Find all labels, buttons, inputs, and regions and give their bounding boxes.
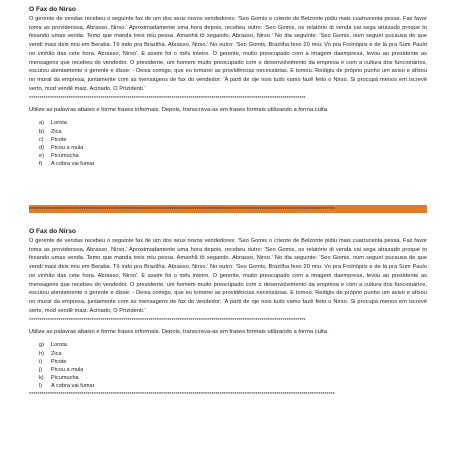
- page-break-band: [29, 205, 427, 213]
- list-item: e) Picumucha: [39, 153, 79, 160]
- exercise-instruction: Utilize as palavras abaixo e forme frases informais. Depois, transcreva-as em frases formais utilizando a forma culta.: [29, 329, 329, 336]
- exercise-instruction: Utilize as palavras abaixo e forme frases informais. Depois, transcreva-as em frases formais utilizando a forma culta.: [29, 107, 329, 114]
- list-item: k) Picumucha: [39, 375, 79, 382]
- list-item: f) A cobra vai fumar: [39, 161, 95, 168]
- exercise-section-1: [29, 6, 427, 169]
- asterisk-separator: **************************************************************************************************************************************************: [29, 207, 335, 213]
- story-paragraph: O gerente de vendas recebeu o seguinte fax de um dos seus novos vendedores: 'Seo Gomis o criente de Belzonte pidiu mais cuatrucenta pessa. Faz favor toma as providenssa, Abrasso, Nirso.' Aproximadamente uma hora depois, recebeu outro: 'Seo Gomis, os relatório di venda vai sega atrazado proque to fexando umas venda. Temo que manda treis miu pessa. Amanhã tô xegando. Abrasso, Nirso.' No dia seguinte: 'Seo Gomis, num segueí pucausa de que vendi maiz deis miu em Beraba. Tô indo pra Brazilha. Abrasso, Nirso.' No outro: 'Seo Gomis, Brazilha fexo 20 miu. Vo pra Frolnópiis e de lá pra Sum Paulo no vinhão das cete hora. Abrasso, Nirso'. E assim foi o mês inteiro. O gerente, muito preocupado com a imagem daempresa, levou ao presidente as mensagens que recebeu do vendedor. O presidente, um homem muito preocupado com o desenvolvimento da empresa e com a cultura dos funcionários, escutou atentamente o gerente e disse: - Deixa comigo, que eu tomarei as providências necessárias. E tomou. Redigiu de próprio punho um aviso e afixou no mural da empresa, juntamente com as mensagens de fax do vendedor: 'A parti de oje nois tudo vamo fazê feito o Nirso. Si procupá menos em iscrevê serto, mod vendê maiz. Acinado, O Prizidenti.': [29, 16, 427, 92]
- exercise-section-2: [29, 228, 427, 398]
- list-item: g) Lorota: [39, 342, 67, 349]
- list-item: i) Picote: [39, 358, 67, 365]
- document-title: O Fax do Nirso: [29, 6, 76, 13]
- list-item: h) Zica: [39, 350, 62, 357]
- story-paragraph: O gerente de vendas recebeu o seguinte fax de um dos seus novos vendedores: 'Seo Gomis o criente de Belzonte pidiu mais cuatrucenta pessa. Faz favor toma as providenssa, Abrasso, Nirso.' Aproximadamente uma hora depois, recebeu outro: 'Seo Gomis, os relatório di venda vai sega atrazado proque to fexando umas venda. Temo que manda treis miu pessa. Amanhã tô xegando. Abrasso, Nirso.' No dia seguinte: 'Seo Gomis, num segueí pucausa de que vendi maiz deis miu em Beraba. Tô indo pra Brazilha. Abrasso, Nirso.' No outro: 'Seo Gomis, Brazilha fexo 20 miu. Vo pra Frolnópiis e de lá pra Sum Paulo no vinhão das cete hora. Abrasso, Nirso'. E assim foi o mês inteiro. O gerente, muito preocupado com a imagem daempresa, levou ao presidente as mensagens que recebeu do vendedor. O presidente, um homem muito preocupado com o desenvolvimento da empresa e com a cultura dos funcionários, escutou atentamente o gerente e disse: - Deixa comigo, que eu tomarei as providências necessárias. E tomou. Redigiu de próprio punho um aviso e afixou no mural da empresa, juntamente com as mensagens de fax do vendedor: 'A parti de oje nois tudo vamo fazê feito o Nirso. Si procupá menos em iscrevê serto, mod vendê maiz. Acinado, O Prizidenti.': [29, 238, 427, 314]
- list-item: l) A cobra vai fumar: [39, 383, 95, 390]
- word-list: [29, 341, 427, 390]
- asterisk-separator: ************************************************************************************************************************************: [29, 318, 306, 325]
- list-item: j) Picou a mula: [39, 366, 84, 373]
- list-item: b) Zica: [39, 128, 62, 135]
- list-item: d) Picou a mula: [39, 144, 84, 151]
- asterisk-separator: ************************************************************************************************************************************: [29, 96, 306, 103]
- document-title: O Fax do Nirso: [29, 228, 76, 235]
- word-list: [29, 119, 427, 168]
- list-item: a) Lorota: [39, 120, 67, 127]
- asterisk-separator: **************************************************************************************************************************************************: [29, 391, 335, 398]
- list-item: c) Picote: [39, 136, 67, 143]
